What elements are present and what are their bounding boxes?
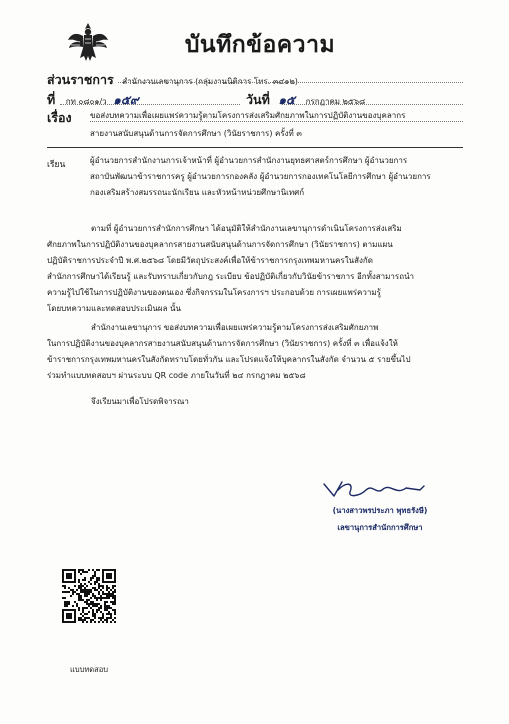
date-label: วันที่ (246, 92, 270, 107)
body-paragraph-1 (47, 221, 414, 317)
paragraph-line: สำนักการศึกษาได้เรียนรู้ และรับทราบเกี่ยวกับกฎ ระเบียบ ข้อปฏิบัติเกี่ยวกับวินัยข้าราชการ อีกทั้งสามารถนำ (47, 272, 415, 281)
agency-dotline (118, 82, 463, 83)
signature-scribble-icon (320, 478, 430, 502)
agency-label: ส่วนราชการ (47, 72, 114, 87)
paragraph-line: ศักยภาพในการปฏิบัติงานของบุคลากรสายงานสนับสนุนด้านการจัดการศึกษา (วินัยราชการ) ตามแผน (47, 240, 393, 249)
body-paragraph-2 (47, 320, 411, 384)
salutation-line: ผู้อำนวยการสำนักงานการเจ้าหน้าที่ ผู้อำนวยการสำนักงานยุทธศาสตร์การศึกษา ผู้อำนวยการ (90, 156, 408, 165)
memo-title: บันทึกข้อความ (184, 31, 336, 58)
agency-row (47, 70, 298, 90)
paragraph-line: สำนักงานเลขานุการ ขอส่งบทความเพื่อเผยแพร่ความรู้ตามโครงการส่งเสริมศักยภาพ (91, 323, 379, 332)
subject-text (90, 107, 405, 143)
paragraph-line: โดยบทความและทดสอบประเมินผล นั้น (47, 304, 181, 313)
date-day-handwritten: ๑๕ (278, 93, 296, 107)
date-month-year: กรกฎาคม ๒๕๖๘ (305, 97, 366, 106)
closing-line: จึงเรียนมาเพื่อโปรดพิจารณา (91, 397, 189, 406)
paragraph-line: ปฏิบัติราชการประจำปี พ.ศ.๒๕๖๘ โดยมีวัตถุประสงค์เพื่อให้ข้าราชการกรุงเทพมหานครในสังกัด (47, 256, 373, 265)
ref-value: กท ๐๘๐๑/ว (65, 97, 107, 106)
paragraph-line: ความรู้ไปใช้ในการปฏิบัติงานของตนเอง ซึ่งกิจกรรมในโครงการฯ ประกอบด้วย การเผยแพร่ความรู้ (47, 288, 381, 297)
subject-dotline (90, 121, 463, 122)
header-divider (47, 147, 463, 148)
subject-label: เรื่อง (47, 110, 72, 125)
subject-line: สายงานสนับสนุนด้านการจัดการศึกษา (วินัยราชการ) ครั้งที่ ๓ (90, 129, 302, 138)
agency-value: สำนักงานเลขานุการ (กลุ่มงานนิติการ โทร. ๓๔๑๒) (122, 77, 298, 86)
signer-position: เลขานุการสำนักการศึกษา (337, 523, 423, 532)
ref-dotline (60, 104, 240, 105)
salutation-line: สถาบันพัฒนาข้าราชการครู ผู้อำนวยการกองคลัง ผู้อำนวยการกองเทคโนโลยีการศึกษา ผู้อำนวยการ (90, 172, 431, 181)
paragraph-line: ข้าราชการกรุงเทพมหานครในสังกัดทราบโดยทั่วกัน และโปรดแจ้งให้บุคลากรในสังกัด จำนวน ๕ รายขึ้นไป (47, 355, 411, 364)
garuda-emblem-icon (66, 20, 110, 64)
date-dotline (282, 104, 463, 105)
ref-number-handwritten: ๑๕๙ (113, 93, 139, 107)
paragraph-line: ในการปฏิบัติงานของบุคลากรสายงานสนับสนุนด้านการจัดการศึกษา (วินัยราชการ) ครั้งที่ ๓ เพื่อแจ้งให้ (47, 339, 398, 348)
qr-caption: แบบทดสอบ (70, 665, 109, 674)
ref-label: ที่ (47, 92, 56, 107)
salutation-label: เรียน (47, 160, 66, 170)
subject-line: ขอส่งบทความเพื่อเผยแพร่ความรู้ตามโครงการส่งเสริมศักยภาพในการปฏิบัติงานของบุคลากร (90, 111, 406, 120)
qr-code-icon[interactable] (62, 569, 116, 623)
signer-name: (นางสาวพรประภา พุทธรังษี) (332, 506, 428, 515)
paragraph-line: ตามที่ ผู้อำนวยการสำนักการศึกษา ได้อนุมัติให้สำนักงานเลขานุการดำเนินโครงการส่งเสริม (91, 224, 402, 233)
salutation-text (90, 153, 431, 201)
salutation-line: กองเสริมสร้างสมรรถนะนักเรียน และหัวหน้าหน่วยศึกษานิเทศก์ (90, 188, 305, 197)
paragraph-line: ร่วมทำแบบทดสอบฯ ผ่านระบบ QR code ภายในวันที่ ๒๔ กรกฎาคม ๒๕๖๘ (47, 371, 306, 380)
